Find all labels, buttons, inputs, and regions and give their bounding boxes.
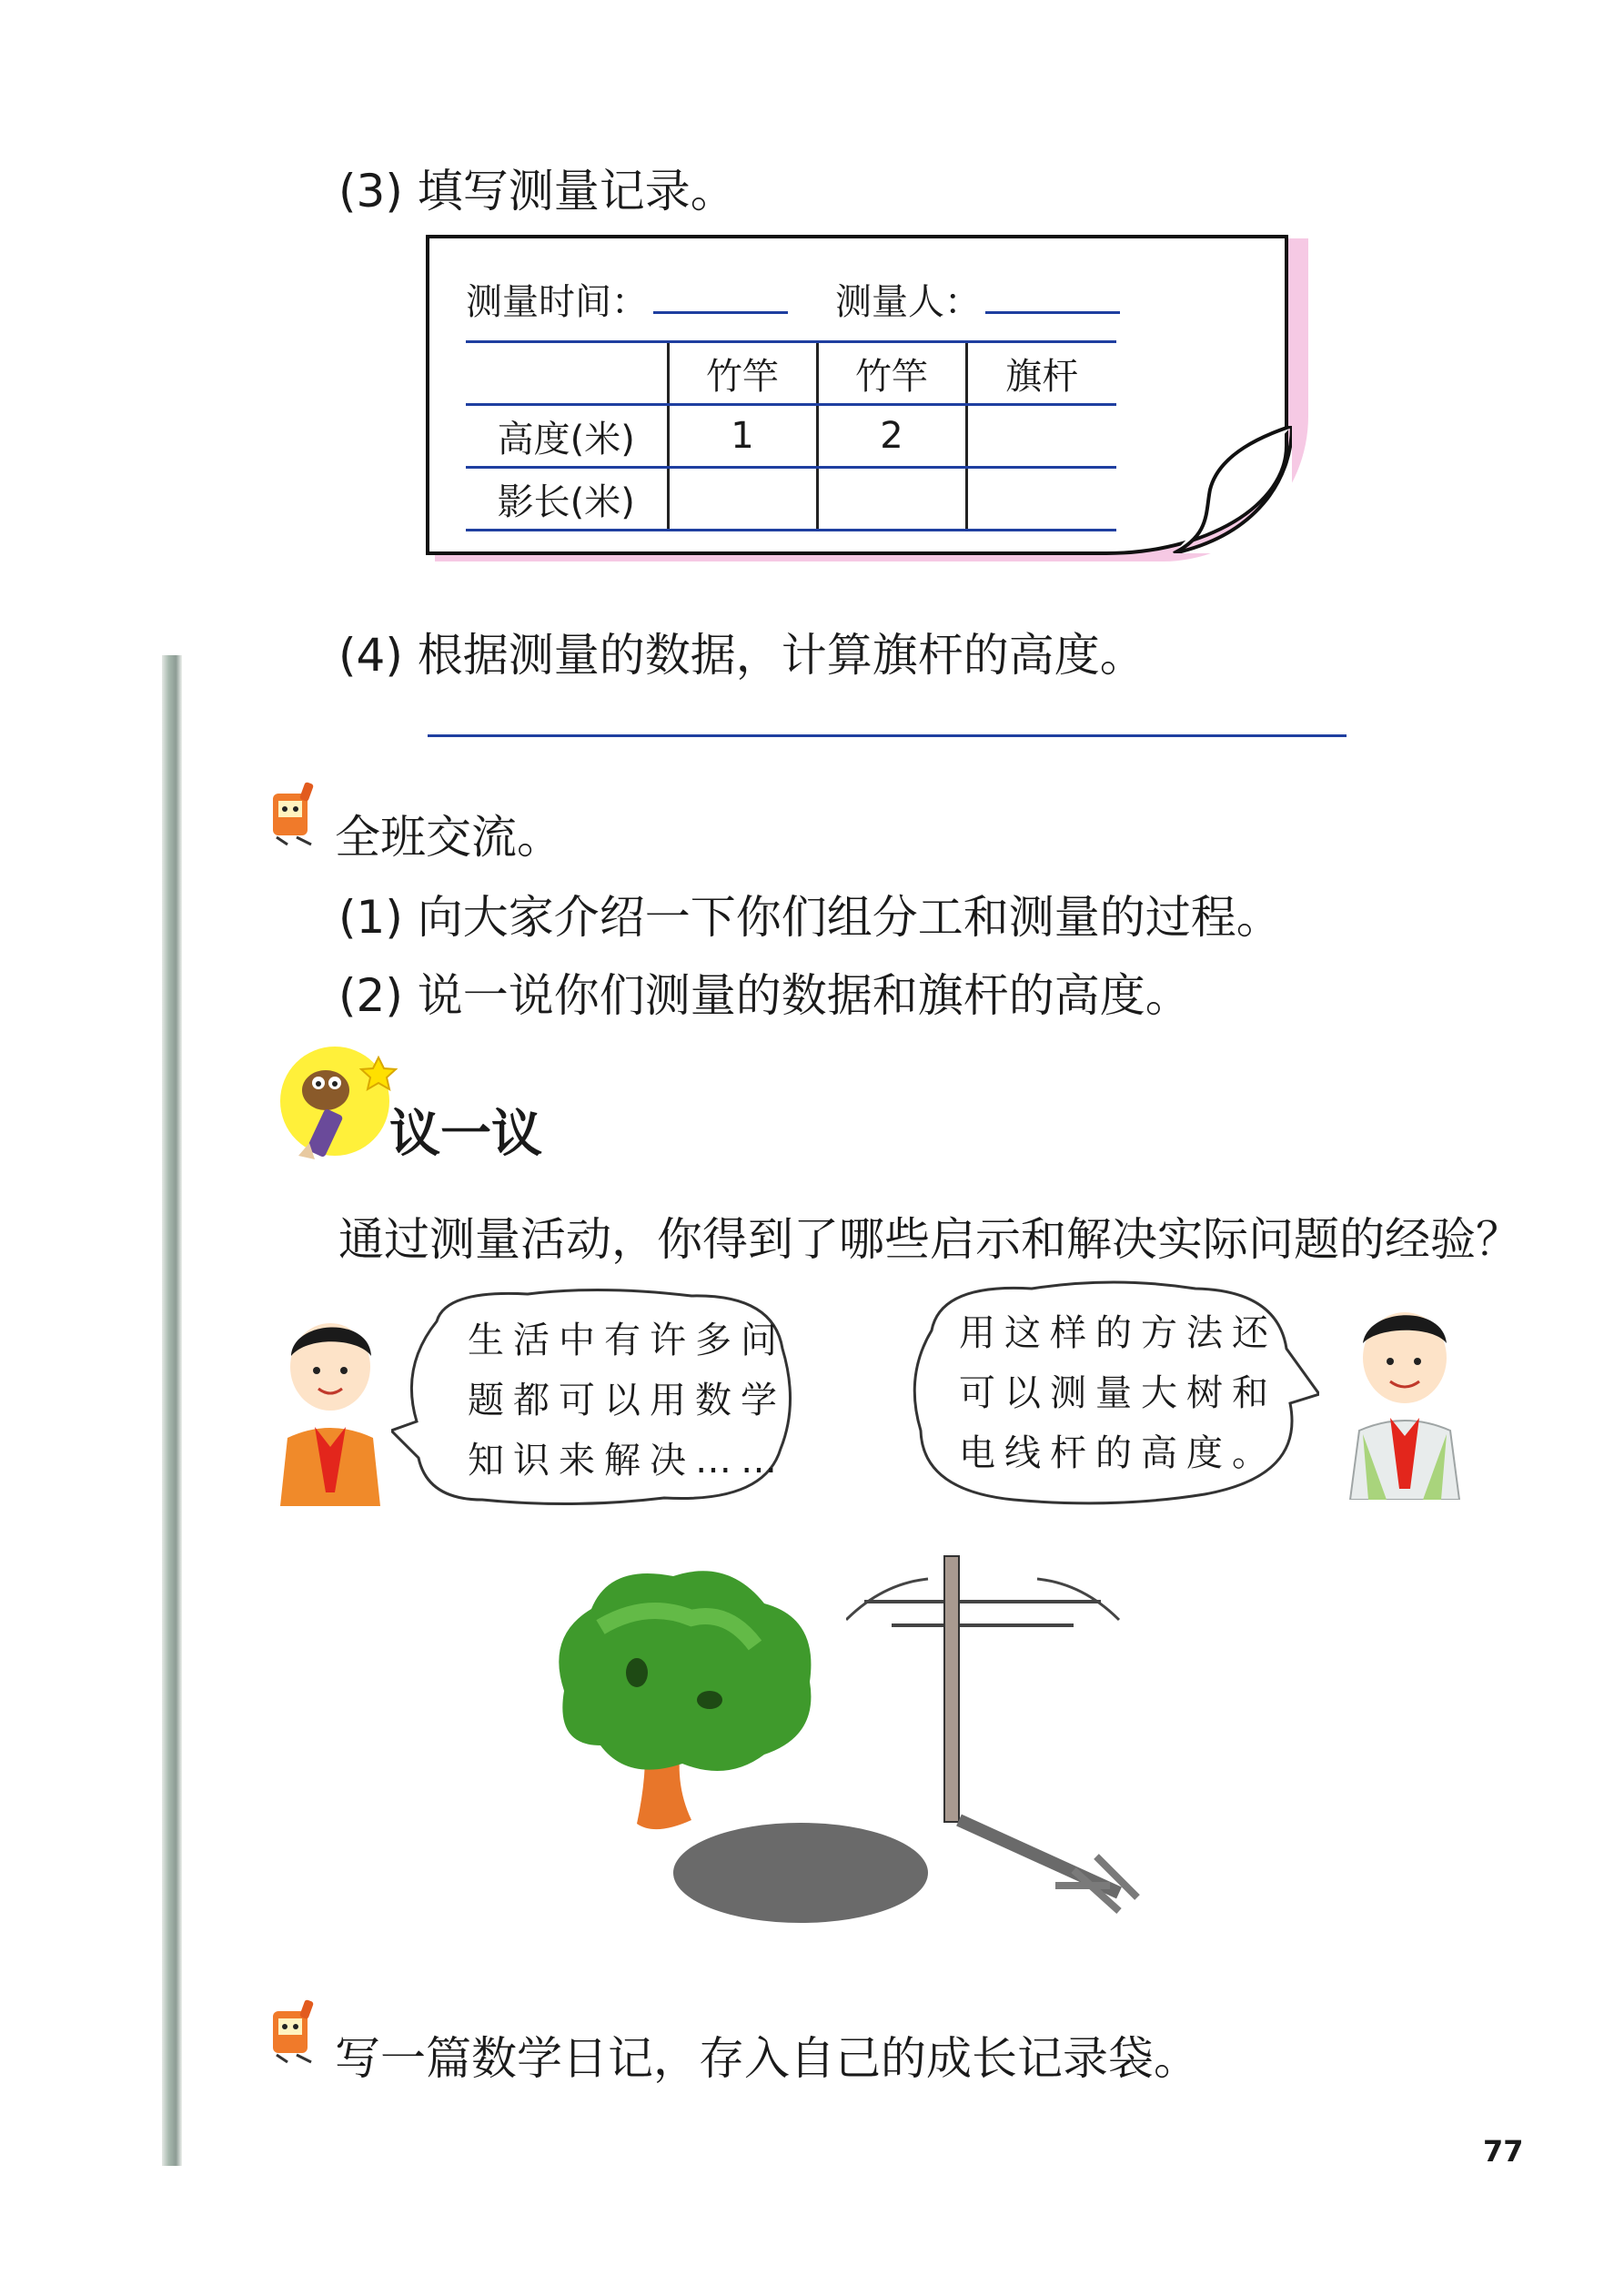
table-cell: 2 — [817, 405, 966, 468]
class-exchange-item: (2) 说一说你们测量的数据和旗杆的高度。 — [338, 969, 1191, 1022]
step-3-heading: (3) 填写测量记录。 — [338, 165, 736, 217]
boy-left-illustration — [271, 1310, 389, 1506]
discuss-question: 通过测量活动，你得到了哪些启示和解决实际问题的经验？ — [338, 1213, 1521, 1266]
pencil-mascot-icon — [269, 1998, 322, 2064]
table-header-cell: 竹竿 — [817, 342, 966, 405]
math-diary-task: 写一篇数学日记，存入自己的成长记录袋。 — [335, 2032, 1199, 2085]
binding-edge — [162, 655, 182, 2166]
bubble-right-text — [959, 1303, 1277, 1483]
table-row — [466, 468, 1116, 531]
table-header-row — [466, 342, 1116, 405]
table-header-cell: 旗杆 — [966, 342, 1116, 405]
measurement-table — [466, 340, 1116, 531]
discuss-title: 议一议 — [389, 1105, 542, 1164]
measurer-label: 测量人： — [835, 281, 981, 323]
table-cell[interactable] — [966, 468, 1116, 531]
table-cell[interactable] — [668, 468, 817, 531]
bubble-left-line: 题都可以用数学 — [468, 1380, 786, 1421]
measure-time-blank[interactable] — [653, 311, 788, 314]
bubble-left-text — [468, 1310, 786, 1491]
boy-right-illustration — [1332, 1298, 1478, 1500]
bubble-left-line: 生活中有许多问 — [468, 1320, 786, 1361]
page-number: 77 — [1483, 2134, 1524, 2169]
row-label: 高度(米) — [466, 405, 668, 468]
page-curl-icon — [1155, 426, 1292, 553]
bubble-right-line: 可以测量大树和 — [959, 1372, 1277, 1414]
table-cell: 1 — [668, 405, 817, 468]
table-header-cell: 竹竿 — [668, 342, 817, 405]
answer-line[interactable] — [428, 734, 1347, 737]
measure-time-label: 测量时间： — [466, 281, 648, 323]
class-exchange-title: 全班交流。 — [335, 811, 562, 864]
step-4-heading: (4) 根据测量的数据，计算旗杆的高度。 — [338, 629, 1145, 682]
table-cell[interactable] — [817, 468, 966, 531]
row-label: 影长(米) — [466, 468, 668, 531]
bubble-right-line: 电线杆的高度。 — [959, 1432, 1277, 1474]
table-row — [466, 405, 1116, 468]
utility-pole-illustration — [846, 1547, 1155, 1947]
measurer-blank[interactable] — [985, 311, 1120, 314]
pencil-mascot-icon — [269, 781, 322, 846]
bubble-right-line: 用这样的方法还 — [959, 1312, 1277, 1354]
table-header-cell — [466, 342, 668, 405]
class-exchange-item: (1) 向大家介绍一下你们组分工和测量的过程。 — [338, 891, 1282, 944]
discuss-mascot-icon — [262, 1037, 398, 1174]
table-cell[interactable] — [966, 405, 1116, 468]
bubble-left-line: 知识来解决…… — [468, 1440, 786, 1482]
